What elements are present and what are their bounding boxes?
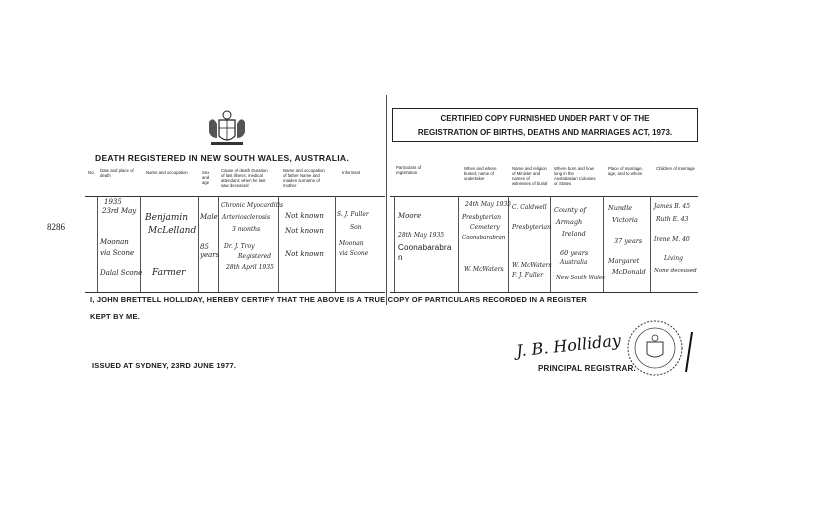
registration-number: 8286 xyxy=(47,222,65,232)
colony-state: New South Wales xyxy=(556,275,605,281)
burial-3: Coonabarabran xyxy=(462,235,506,241)
spouse-first-name: Margaret xyxy=(608,257,640,265)
certified-line-2: REGISTRATION OF BIRTHS, DEATHS AND MARRIAGES ACT, 1973. xyxy=(417,128,673,137)
child-2: Ruth E. 43 xyxy=(656,216,689,223)
registrar-title: PRINCIPAL REGISTRAR. xyxy=(538,364,636,373)
col-divider xyxy=(508,196,509,292)
col-divider xyxy=(550,196,551,292)
col-father-mother: Name and occupation of father Name and maiden surname of mother xyxy=(283,168,325,188)
minister-religion: Presbyterian xyxy=(512,224,551,231)
birthplace-3: Ireland xyxy=(562,230,586,238)
informant-relation: Son xyxy=(350,224,362,231)
cause-6: 28th April 1935 xyxy=(226,264,274,271)
table-rule-top-right xyxy=(390,196,698,197)
burial-2: Cemetery xyxy=(470,224,500,231)
col-particulars: Particulars of registration xyxy=(396,165,422,175)
col-date-place: Date and place of death xyxy=(100,168,134,178)
witness-1: W. McWaters xyxy=(512,262,552,269)
col-children: Children of marriage xyxy=(656,166,695,171)
registrar-signature: J. B. Holliday xyxy=(515,330,622,361)
registration-place: Coonabarabran xyxy=(398,243,452,262)
col-born: Where born and how long in the Australasian Colonies or States xyxy=(554,166,596,186)
birthplace-1: County of xyxy=(554,206,586,214)
col-divider xyxy=(458,196,459,292)
col-divider xyxy=(650,196,651,292)
official-seal-icon xyxy=(625,318,685,378)
certification-statement-end: KEPT BY ME. xyxy=(90,312,140,321)
father-name: Not known xyxy=(285,212,324,220)
cause-5: Registered xyxy=(238,253,272,260)
burial-date: 24th May 1935 xyxy=(465,201,512,208)
col-divider xyxy=(278,196,279,292)
col-informant: Informant xyxy=(342,170,361,175)
informant-place-2: via Scone xyxy=(339,250,369,257)
minister-name: C. Caldwell xyxy=(512,204,547,211)
col-divider xyxy=(394,196,395,292)
col-divider xyxy=(140,196,141,292)
cause-3: 3 months xyxy=(232,226,261,233)
col-sex-age: Sex and age xyxy=(202,170,210,185)
spouse-surname: McDonald xyxy=(612,268,646,276)
death-place-3: Dalal Scone xyxy=(100,269,143,277)
informant-name: S. J. Fuller xyxy=(337,211,369,218)
deceased-age: 85 years xyxy=(200,243,220,259)
child-3: Irene M. 40 xyxy=(654,236,690,243)
deceased-surname: McLelland xyxy=(148,226,197,236)
death-date: 23rd May xyxy=(102,207,137,215)
colony-name: Australia xyxy=(560,259,588,266)
marriage-age: 37 years xyxy=(614,237,643,245)
father-occupation: Not known xyxy=(285,227,324,235)
years-in-colony: 60 years xyxy=(560,249,589,257)
cause-4: Dr. J. Troy xyxy=(224,243,255,250)
burial-1: Presbyterian xyxy=(462,214,501,221)
coat-of-arms-icon xyxy=(205,108,249,148)
deceased-first-name: Benjamin xyxy=(145,213,189,223)
col-name-occupation: Name and occupation xyxy=(146,170,188,175)
certification-statement: I, JOHN BRETTELL HOLLIDAY, HEREBY CERTIFY THAT THE ABOVE IS A TRUE COPY OF PARTICULARS RECORDED IN A REGISTER xyxy=(90,295,587,304)
informant-place-1: Moonan xyxy=(339,240,364,247)
death-place-1: Moonan xyxy=(100,238,129,246)
col-divider xyxy=(198,196,199,292)
fold-line xyxy=(386,95,387,305)
table-rule-top-left xyxy=(85,196,385,197)
cause-1: Chronic Myocarditis xyxy=(221,202,284,209)
undertaker: W. McWaters xyxy=(464,266,504,273)
col-minister: Name and religion of Minister and names of witnesses of burial xyxy=(512,166,548,186)
witness-2: F. J. Fuller xyxy=(512,272,544,279)
issued-at: ISSUED AT SYDNEY, 23RD JUNE 1977. xyxy=(92,361,237,370)
col-divider xyxy=(335,196,336,292)
deceased-sex: Male xyxy=(200,213,218,221)
col-no: No. xyxy=(88,170,95,175)
certified-copy-box xyxy=(392,108,698,142)
death-place-2: via Scone xyxy=(100,249,135,257)
certified-line-1: CERTIFIED COPY FURNISHED UNDER PART V OF THE xyxy=(440,114,650,123)
table-rule-bottom-right xyxy=(390,292,698,293)
registration-date: 28th May 1935 xyxy=(398,232,445,239)
deceased-occupation: Farmer xyxy=(152,268,186,278)
child-1: James B. 45 xyxy=(654,203,691,210)
mother-name: Not known xyxy=(285,250,324,258)
children-living: Living xyxy=(664,255,683,262)
document-title: DEATH REGISTERED IN NEW SOUTH WALES, AUSTRALIA. xyxy=(95,153,349,163)
birthplace-2: Armagh xyxy=(556,218,583,226)
pen-mark-icon xyxy=(680,330,696,376)
death-year: 1935 xyxy=(104,198,122,206)
children-deceased: None deceased xyxy=(654,268,697,274)
col-divider xyxy=(97,196,98,292)
marriage-place-1: Nundle xyxy=(608,204,633,212)
cause-2: Arteriosclerosis xyxy=(222,214,271,221)
table-rule-bottom-left xyxy=(85,292,385,293)
registrar-name: Moore xyxy=(398,212,422,220)
col-buried: When and where buried; name of undertaker xyxy=(464,166,497,181)
col-marriage: Place of marriage, age, and to whom xyxy=(608,166,643,176)
marriage-place-2: Victoria xyxy=(612,216,638,224)
col-cause-of-death: Cause of death Duration of last illness; medical attendant; when he last saw deceased xyxy=(221,168,268,188)
